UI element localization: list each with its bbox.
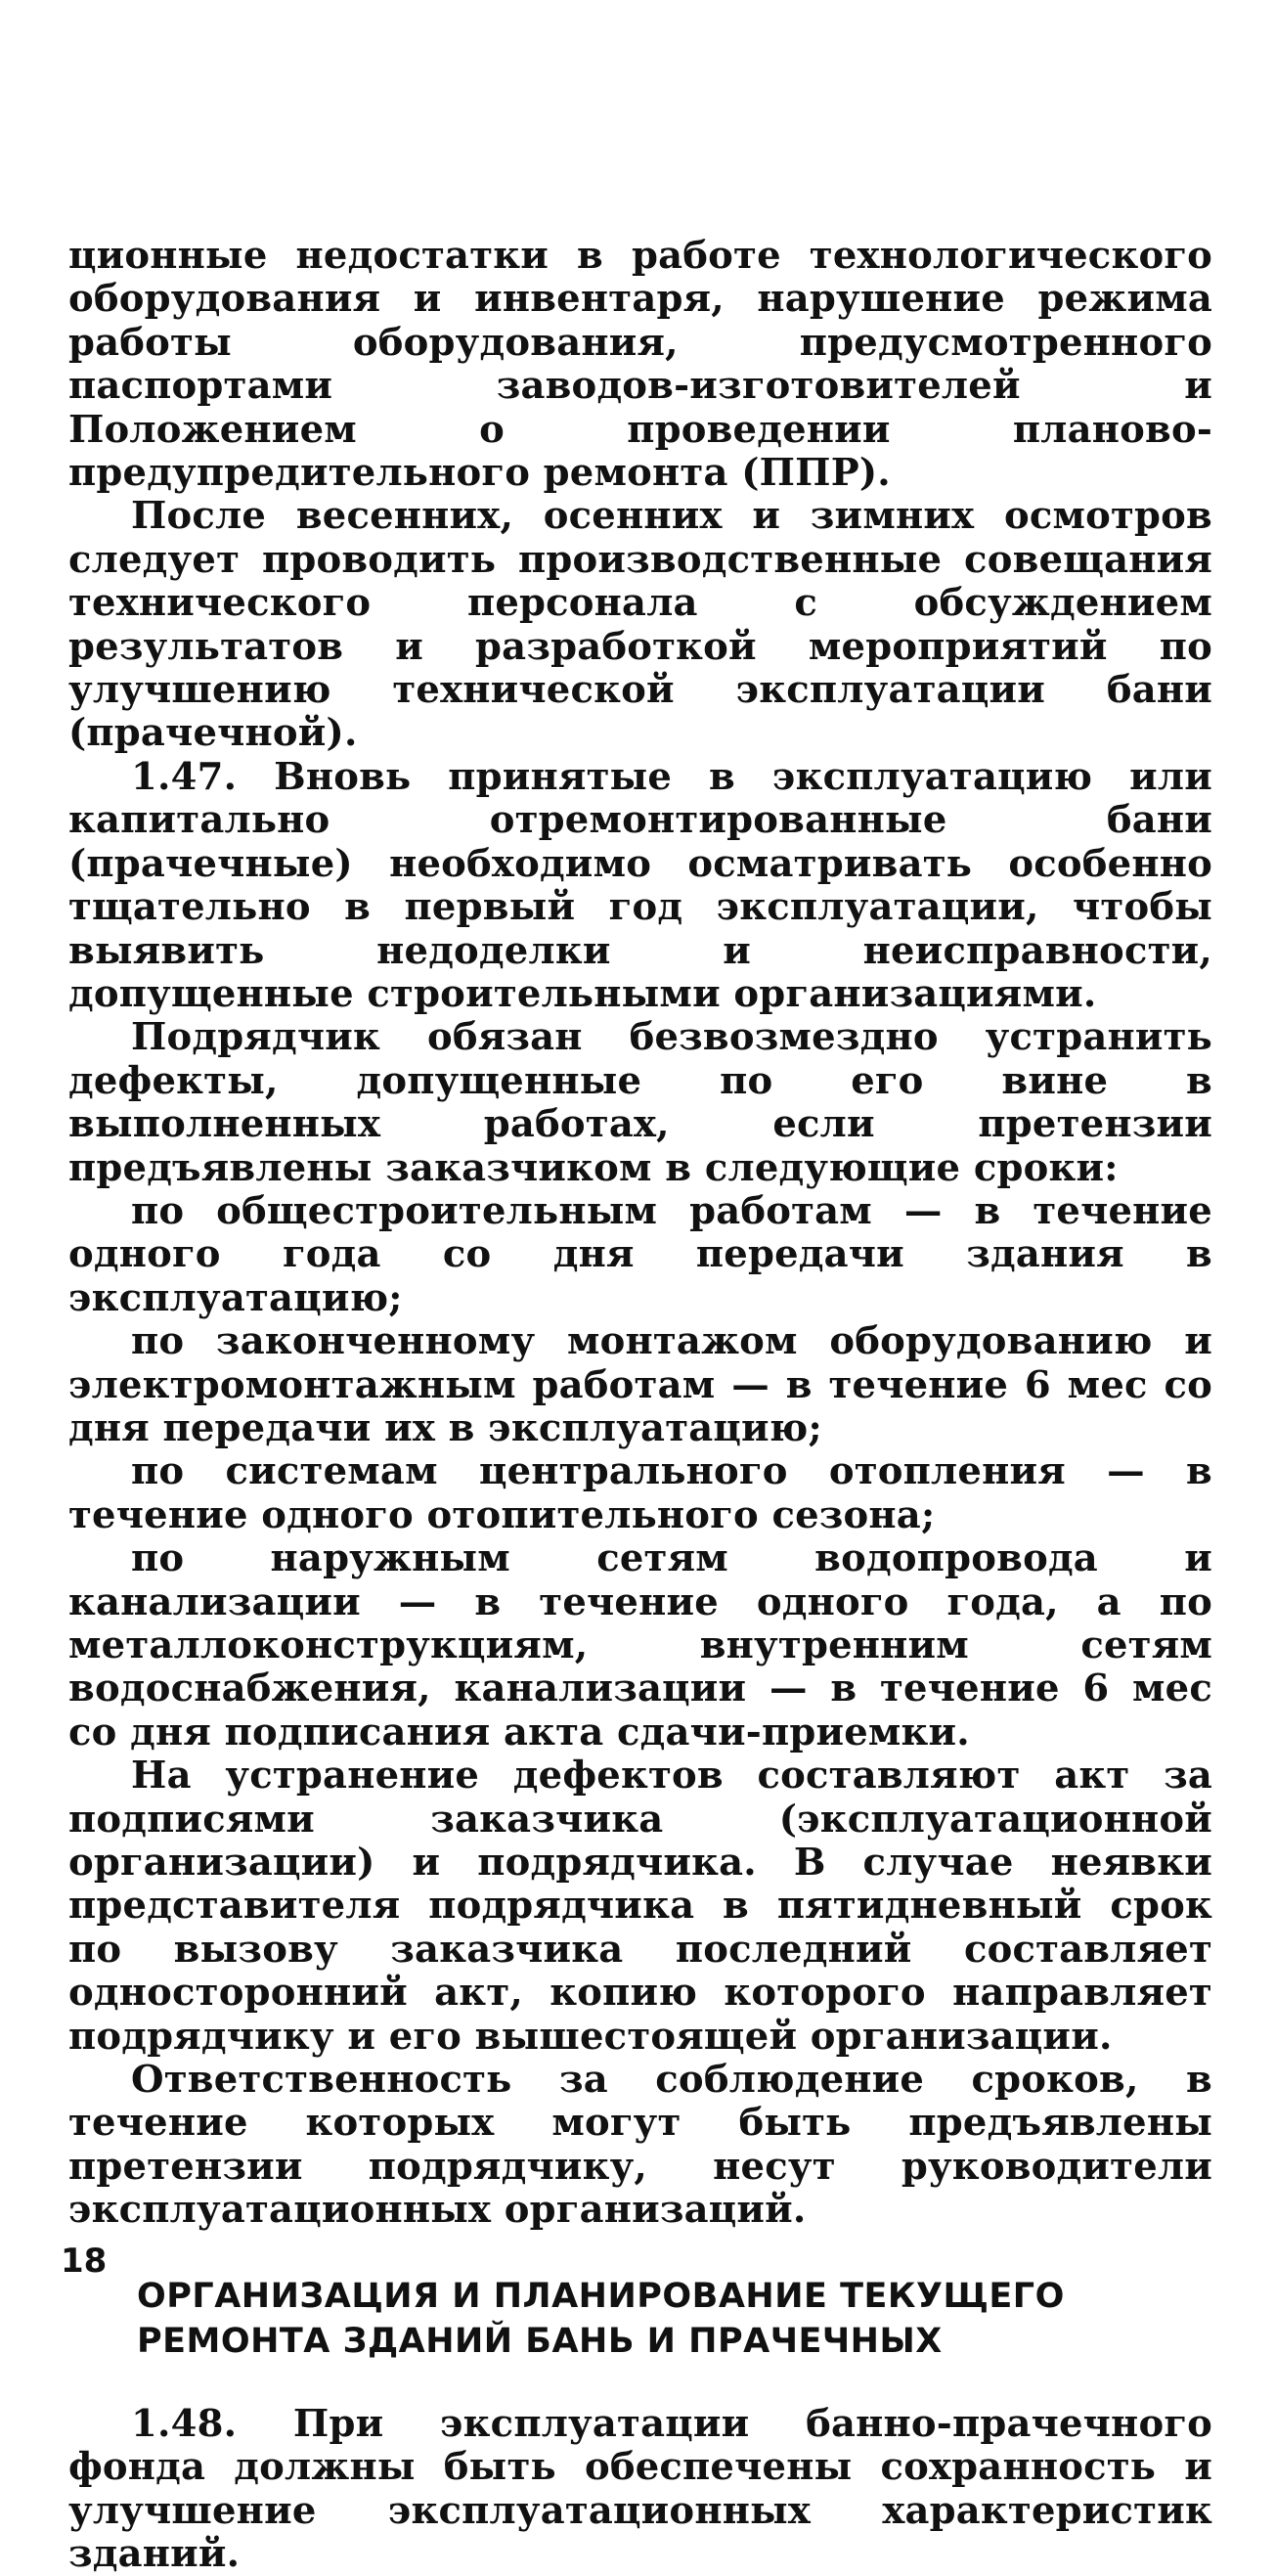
paragraph-contractor-obligation: Подрядчик обязан безвозмездно устранить дефекты, допущенные по его вине в выполненных работах, если претензии предъявлены заказчиком в следующие сроки: (68, 1015, 1212, 1190)
page-number: 18 (61, 2242, 108, 2281)
list-item-equipment: по законченному монтажом оборудованию и электромонтажным работам — в течение 6 мес со дня передачи их в эксплуатацию; (68, 1319, 1212, 1450)
paragraph-1-47: 1.47. Вновь принятые в эксплуатацию или капитально отремонтированные бани (прачечные) необходимо осматривать особенно тщательно в первый год эксплуатации, чтобы выявить недоделки и неисправности, допущенные строительными организациями. (68, 754, 1212, 1016)
paragraph-continuation: ционные недостатки в работе технологического оборудования и инвентаря, нарушение режима работы оборудования, предусмотренного паспортами заводов-изготовителей и Положением о проведении планово-предупредительного ремонта (ППР). (68, 234, 1212, 496)
paragraph-inspections-meetings: После весенних, осенних и зимних осмотров следует проводить производственные совещания технического персонала с обсуждением результатов и разработкой мероприятий по улучшению технической эксплуатации бани (прачечной). (68, 494, 1212, 756)
list-item-external-networks: по наружным сетям водопровода и канализации — в течение одного года, а по металлоконструкциям, внутренним сетям водоснабжения, канализации — в течение 6 мес со дня подписания акта сдачи-приемки. (68, 1536, 1212, 1754)
paragraph-defect-act: На устранение дефектов составляют акт за подписями заказчика (эксплуатационной организации) и подрядчика. В случае неявки представителя подрядчика в пятидневный срок по вызову заказчика последний составляет односторонний акт, копию которого направляет подрядчику и его вышестоящей организации. (68, 1754, 1212, 2059)
paragraph-1-48: 1.48. При эксплуатации банно-прачечного фонда должны быть обеспечены сохранность и улучшение эксплуатационных характеристик зданий. (68, 2401, 1212, 2576)
paragraph-responsibility: Ответственность за соблюдение сроков, в течение которых могут быть предъявлены претензии подрядчику, несут руководители эксплуатационных организаций. (68, 2058, 1212, 2233)
section-heading: ОРГАНИЗАЦИЯ И ПЛАНИРОВАНИЕ ТЕКУЩЕГО РЕМОНТА ЗДАНИЙ БАНЬ И ПРАЧЕЧНЫХ (137, 2276, 1065, 2361)
page-body (68, 235, 1212, 2576)
list-item-general-construction: по общестроительным работам — в течение одного года со дня передачи здания в эксплуатацию; (68, 1188, 1212, 1320)
list-item-heating: по системам центрального отопления — в течение одного отопительного сезона; (68, 1449, 1212, 1537)
